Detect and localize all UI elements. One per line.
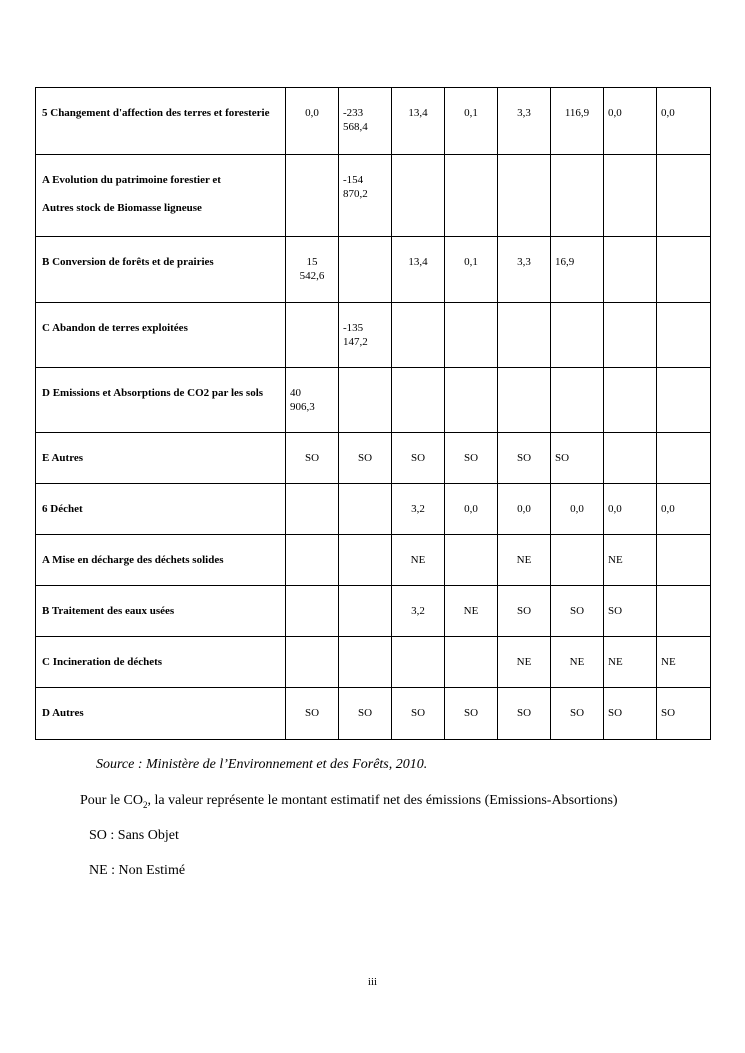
row-label: 6 Déchet bbox=[36, 484, 286, 535]
table-cell: NE bbox=[604, 637, 657, 688]
table-cell: -233 568,4 bbox=[339, 88, 392, 155]
table-cell: SO bbox=[445, 688, 498, 740]
table-cell: 3,3 bbox=[498, 88, 551, 155]
table-cell bbox=[392, 637, 445, 688]
table-cell: SO bbox=[551, 433, 604, 484]
table-cell: SO bbox=[392, 433, 445, 484]
table-cell: SO bbox=[551, 586, 604, 637]
table-cell: 3,3 bbox=[498, 237, 551, 303]
table-cell: 0,0 bbox=[657, 88, 711, 155]
table-cell bbox=[339, 586, 392, 637]
table-cell bbox=[339, 237, 392, 303]
table-cell: SO bbox=[286, 433, 339, 484]
table-cell bbox=[604, 155, 657, 237]
table-cell: SO bbox=[392, 688, 445, 740]
table-cell bbox=[604, 303, 657, 368]
source-note: Source : Ministère de l’Environnement et des Forêts, 2010. bbox=[96, 757, 428, 772]
table-cell bbox=[445, 368, 498, 433]
table-cell bbox=[286, 484, 339, 535]
table-cell bbox=[339, 637, 392, 688]
table-row bbox=[36, 586, 711, 637]
row-label: A Mise en décharge des déchets solides bbox=[36, 535, 286, 586]
table-cell: NE bbox=[392, 535, 445, 586]
co2-note bbox=[80, 793, 618, 810]
table-cell bbox=[286, 586, 339, 637]
table-cell bbox=[657, 237, 711, 303]
co2-note-prefix: Pour le CO bbox=[80, 793, 143, 808]
table-cell: 0,1 bbox=[445, 237, 498, 303]
table-cell: 13,4 bbox=[392, 237, 445, 303]
table-cell: NE bbox=[604, 535, 657, 586]
table-cell: 0,0 bbox=[657, 484, 711, 535]
table-cell bbox=[445, 535, 498, 586]
row-label: B Traitement des eaux usées bbox=[36, 586, 286, 637]
table-cell: SO bbox=[445, 433, 498, 484]
table-row bbox=[36, 155, 711, 237]
table-cell: 116,9 bbox=[551, 88, 604, 155]
table-cell bbox=[286, 535, 339, 586]
table-cell: NE bbox=[445, 586, 498, 637]
co2-subscript: 2 bbox=[143, 799, 148, 810]
table-cell: 0,0 bbox=[286, 88, 339, 155]
table-cell bbox=[392, 368, 445, 433]
table-cell bbox=[392, 303, 445, 368]
ne-legend: NE : Non Estimé bbox=[89, 863, 186, 878]
table-cell bbox=[498, 303, 551, 368]
table-cell bbox=[339, 484, 392, 535]
table-row bbox=[36, 368, 711, 433]
table-cell bbox=[551, 155, 604, 237]
table-cell bbox=[604, 433, 657, 484]
table-cell bbox=[445, 303, 498, 368]
table-cell: 40 906,3 bbox=[286, 368, 339, 433]
table-cell bbox=[392, 155, 445, 237]
table-cell: -154 870,2 bbox=[339, 155, 392, 237]
table-cell: SO bbox=[604, 688, 657, 740]
table-cell bbox=[657, 586, 711, 637]
table-cell: SO bbox=[498, 433, 551, 484]
table-cell bbox=[657, 303, 711, 368]
table-cell: SO bbox=[339, 688, 392, 740]
table-cell bbox=[551, 535, 604, 586]
table-cell: SO bbox=[498, 586, 551, 637]
table-cell bbox=[498, 368, 551, 433]
row-label: B Conversion de forêts et de prairies bbox=[36, 237, 286, 303]
table-cell: SO bbox=[604, 586, 657, 637]
table-cell bbox=[445, 637, 498, 688]
table-row bbox=[36, 88, 711, 155]
table-cell bbox=[604, 237, 657, 303]
table-cell bbox=[339, 535, 392, 586]
so-legend: SO : Sans Objet bbox=[89, 828, 179, 843]
table-row bbox=[36, 688, 711, 740]
row-label: 5 Changement d'affection des terres et foresterie bbox=[36, 88, 286, 155]
table-cell: NE bbox=[498, 535, 551, 586]
table-cell bbox=[286, 155, 339, 237]
table-cell: 13,4 bbox=[392, 88, 445, 155]
row-label: C Incineration de déchets bbox=[36, 637, 286, 688]
table-row bbox=[36, 433, 711, 484]
table-cell: 0,0 bbox=[604, 484, 657, 535]
table-cell: NE bbox=[657, 637, 711, 688]
row-label: E Autres bbox=[36, 433, 286, 484]
table-row bbox=[36, 535, 711, 586]
table-cell bbox=[286, 303, 339, 368]
table-cell: 0,0 bbox=[551, 484, 604, 535]
table-cell: NE bbox=[551, 637, 604, 688]
row-label: C Abandon de terres exploitées bbox=[36, 303, 286, 368]
table-cell: 0,0 bbox=[445, 484, 498, 535]
page-number: iii bbox=[367, 976, 378, 988]
table-cell bbox=[339, 368, 392, 433]
table-cell bbox=[551, 303, 604, 368]
table-row bbox=[36, 303, 711, 368]
table-cell bbox=[604, 368, 657, 433]
table-cell bbox=[657, 155, 711, 237]
table-cell bbox=[657, 368, 711, 433]
table-cell: SO bbox=[286, 688, 339, 740]
table-cell: 0,1 bbox=[445, 88, 498, 155]
table-cell: SO bbox=[498, 688, 551, 740]
table-cell: SO bbox=[551, 688, 604, 740]
table-row bbox=[36, 484, 711, 535]
table-row bbox=[36, 637, 711, 688]
table-cell bbox=[657, 433, 711, 484]
table-cell: -135 147,2 bbox=[339, 303, 392, 368]
table-cell bbox=[498, 155, 551, 237]
table-cell: 0,0 bbox=[604, 88, 657, 155]
table-cell bbox=[286, 637, 339, 688]
table-cell: SO bbox=[657, 688, 711, 740]
table-cell: SO bbox=[339, 433, 392, 484]
row-label: D Autres bbox=[36, 688, 286, 740]
table-cell: 3,2 bbox=[392, 586, 445, 637]
table-cell: 16,9 bbox=[551, 237, 604, 303]
row-label: D Emissions et Absorptions de CO2 par les sols bbox=[36, 368, 286, 433]
emissions-table bbox=[35, 87, 711, 740]
table-cell bbox=[551, 368, 604, 433]
table-cell: 3,2 bbox=[392, 484, 445, 535]
table-cell: 0,0 bbox=[498, 484, 551, 535]
table-cell bbox=[445, 155, 498, 237]
table-cell: NE bbox=[498, 637, 551, 688]
co2-note-suffix: , la valeur représente le montant estimatif net des émissions (Emissions-Absortions) bbox=[147, 793, 618, 808]
row-label: A Evolution du patrimoine forestier et Autres stock de Biomasse ligneuse bbox=[36, 155, 286, 237]
table-row bbox=[36, 237, 711, 303]
table-cell: 15 542,6 bbox=[286, 237, 339, 303]
table-cell bbox=[657, 535, 711, 586]
